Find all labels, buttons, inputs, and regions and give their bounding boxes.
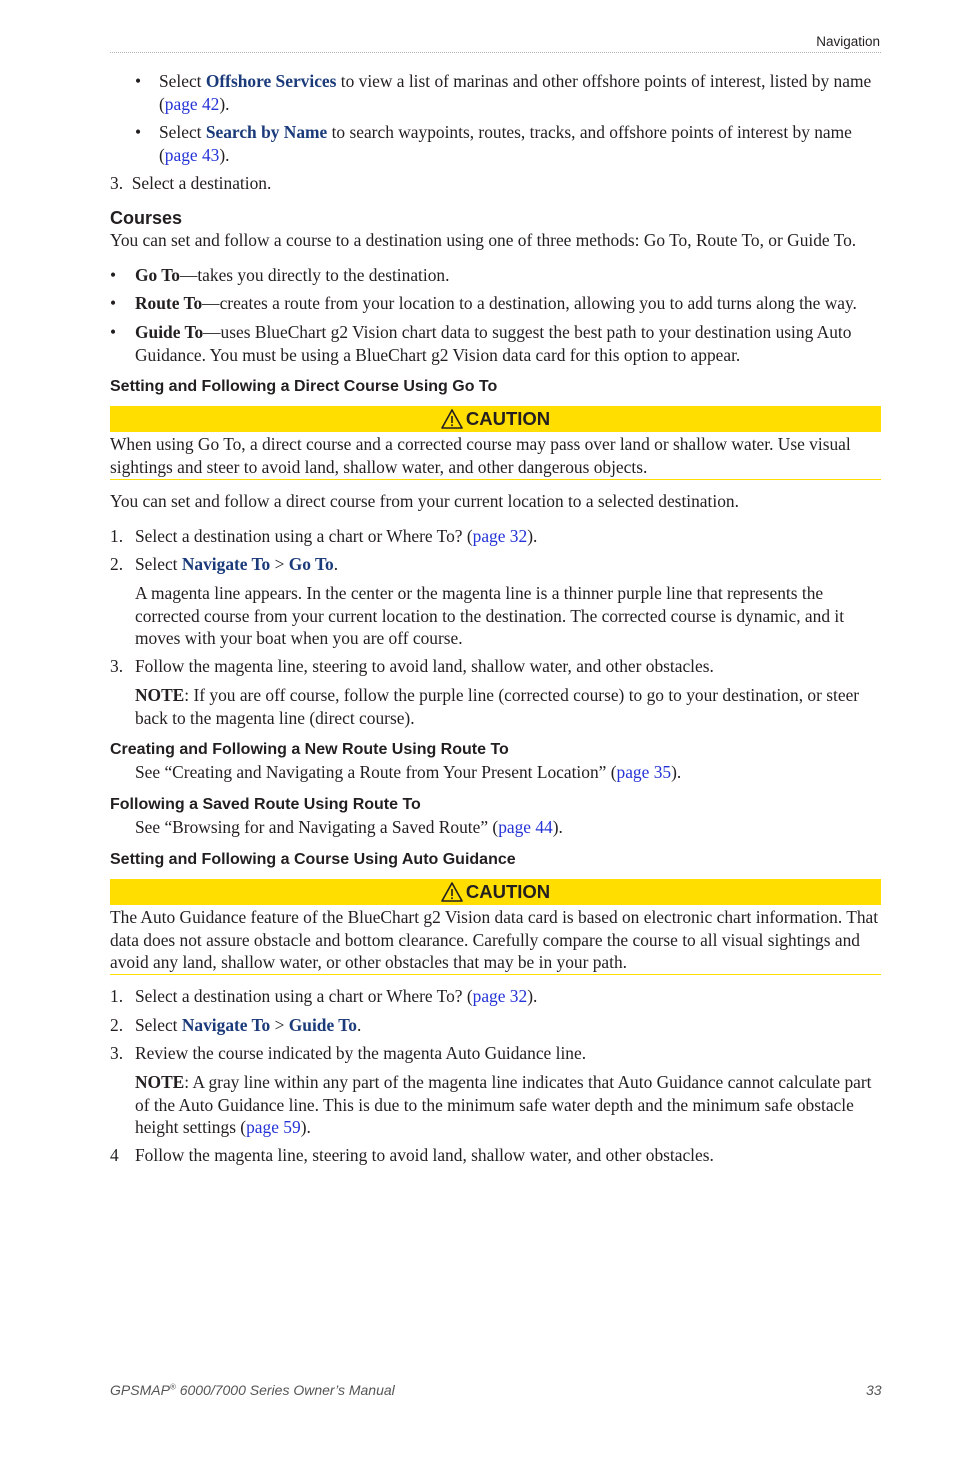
caution-rule (110, 479, 881, 480)
step-number: 3. (110, 1043, 124, 1063)
bullet-dot: • (110, 265, 117, 285)
step-text: Select a destination using a chart or Where To? ( (135, 526, 473, 546)
navigate-to-term: Navigate To (181, 554, 271, 574)
step-text: Follow the magenta line, steering to avoid land, shallow water, and other obstacles. (135, 1145, 714, 1165)
page-link[interactable]: page 42 (164, 93, 220, 114)
bullet-dot: • (110, 322, 117, 342)
goto-intro: You can set and follow a direct course from your current location to a selected destination. (110, 491, 739, 511)
step-text: Select a destination using a chart or Where To? ( (135, 986, 473, 1006)
offshore-services-term: Offshore Services (205, 71, 337, 91)
step-number: 3. (110, 656, 124, 676)
bullet-text: —uses BlueChart g2 Vision chart data to suggest the best path to your destination using Auto Guidance. You must be using a BlueChart g2 Vision data card for this option to appear. (135, 322, 852, 365)
step-text: Review the course indicated by the magenta Auto Guidance line. (135, 1043, 587, 1063)
goto-step-1 (110, 525, 537, 548)
period: . (333, 554, 339, 574)
page-link[interactable]: page 59 (246, 1117, 301, 1137)
guide-to-menu-term: Guide To (288, 1015, 357, 1035)
bullet-offshore-services (135, 70, 880, 115)
caution-bar (110, 406, 881, 432)
page-link[interactable]: page 44 (498, 817, 553, 837)
route-to-term: Route To (135, 293, 203, 313)
bullet-go-to (110, 264, 880, 287)
manual-title: 6000/7000 Series Owner’s Manual (175, 1382, 395, 1398)
see-text: See “Browsing for and Navigating a Saved Route” ( (135, 817, 499, 837)
note-label: NOTE (135, 685, 185, 705)
go-to-term: Go To (135, 265, 180, 285)
paren: ). (219, 144, 230, 165)
footer-manual-title (110, 1379, 395, 1402)
bullet-text: Select (159, 122, 206, 142)
caution-label: CAUTION (465, 880, 551, 902)
page-link[interactable]: page 32 (472, 526, 528, 546)
auto-step-3 (110, 1042, 586, 1065)
auto-note (135, 1071, 875, 1139)
page-link[interactable]: page 32 (472, 986, 528, 1006)
step-number: 2. (110, 554, 124, 574)
step-number: 1. (110, 986, 124, 1006)
auto-step-2 (110, 1014, 361, 1037)
caution-text: The Auto Guidance feature of the BlueChart g2 Vision data card is based on electronic chart information. That data does not assure obstacle and bottom clearance. Carefully compare the course to all visual sightings and avoid any land, shallow water, or other obstacles that may be in your path. (110, 907, 879, 972)
bullet-search-by-name (135, 121, 880, 166)
auto-step-1 (110, 985, 537, 1008)
registered-mark: ® (169, 1382, 176, 1392)
bullet-text: Select (159, 71, 206, 91)
bullet-dot: • (135, 122, 142, 142)
bullet-text: to search waypoints, routes, tracks, and offshore points of interest by name (327, 122, 852, 142)
separator: > (270, 1015, 289, 1035)
paren: ( (159, 144, 165, 165)
page-number: 33 (866, 1382, 882, 1398)
caution-bar (110, 879, 881, 905)
paren: ). (300, 1117, 311, 1137)
note-label: NOTE (135, 1072, 185, 1092)
bullet-dot: • (135, 71, 142, 91)
period: . (356, 1015, 362, 1035)
bullet-dot: • (110, 293, 117, 313)
bullet-route-to (110, 292, 880, 315)
auto-step-4 (110, 1144, 714, 1167)
auto-guidance-heading: Setting and Following a Course Using Auto Guidance (110, 851, 516, 868)
routeto-new-text (135, 761, 681, 784)
step-number: 3. (110, 173, 124, 193)
routeto-new-heading: Creating and Following a New Route Using Route To (110, 741, 509, 758)
guide-to-term: Guide To (135, 322, 204, 342)
step-number: 4 (110, 1145, 119, 1165)
step-text: Select (135, 1015, 182, 1035)
caution-rule (110, 974, 881, 975)
paren: ( (159, 93, 165, 114)
paren: ). (527, 986, 538, 1006)
courses-heading: Courses (110, 208, 183, 228)
running-header: Navigation (816, 34, 880, 49)
caution-label: CAUTION (465, 407, 551, 429)
routeto-saved-heading: Following a Saved Route Using Route To (110, 796, 421, 813)
goto-step-2 (110, 553, 338, 576)
bullet-text: —creates a route from your location to a destination, allowing you to add turns along the way. (202, 293, 857, 313)
step-text: Follow the magenta line, steering to avoid land, shallow water, and other obstacles. (135, 656, 714, 676)
routeto-saved-text (135, 816, 563, 839)
bullet-guide-to (110, 321, 855, 366)
paren: ). (671, 762, 682, 782)
bullet-text: to view a list of marinas and other offshore points of interest, listed by name (336, 71, 872, 91)
note-text: : A gray line within any part of the magenta line indicates that Auto Guidance cannot calculate part of the Auto Guidance line. This is due to the minimum safe water depth and the minimum safe obstacle height settings ( (135, 1072, 872, 1137)
paren: ). (219, 93, 230, 114)
courses-intro: You can set and follow a course to a destination using one of three methods: Go To, Route To, or Guide To. (110, 230, 857, 250)
paren: ). (552, 817, 563, 837)
step-text: Select a destination. (131, 173, 272, 193)
goto-step-2-note: A magenta line appears. In the center or the magenta line is a thinner purple line that represents the corrected course from your current location to the destination. The corrected course is dynamic, and it moves with your boat when you are off course. (135, 583, 845, 648)
goto-heading: Setting and Following a Direct Course Using Go To (110, 378, 498, 395)
goto-step-3 (110, 655, 714, 678)
paren: ). (527, 526, 538, 546)
warning-triangle-icon (441, 409, 463, 429)
header-rule (110, 52, 881, 53)
product-name: GPSMAP (110, 1382, 170, 1398)
page-link[interactable]: page 43 (164, 144, 220, 165)
see-text: See “Creating and Navigating a Route from Your Present Location” ( (135, 762, 617, 782)
step-3-top (110, 172, 271, 195)
step-number: 2. (110, 1015, 124, 1035)
caution-text: When using Go To, a direct course and a corrected course may pass over land or shallow water. Use visual sightings and steer to avoid land, shallow water, and other dangerous objects. (110, 434, 851, 477)
page-link[interactable]: page 35 (616, 762, 672, 782)
warning-triangle-icon (441, 882, 463, 902)
search-by-name-term: Search by Name (205, 122, 328, 142)
bullet-text: —takes you directly to the destination. (179, 265, 450, 285)
goto-note (135, 684, 870, 729)
note-text: : If you are off course, follow the purple line (corrected course) to go to your destination, or steer back to the magenta line (direct course). (135, 685, 860, 728)
step-text: Select (135, 554, 182, 574)
step-number: 1. (110, 526, 124, 546)
navigate-to-term: Navigate To (181, 1015, 271, 1035)
separator: > (270, 554, 289, 574)
go-to-menu-term: Go To (288, 554, 334, 574)
